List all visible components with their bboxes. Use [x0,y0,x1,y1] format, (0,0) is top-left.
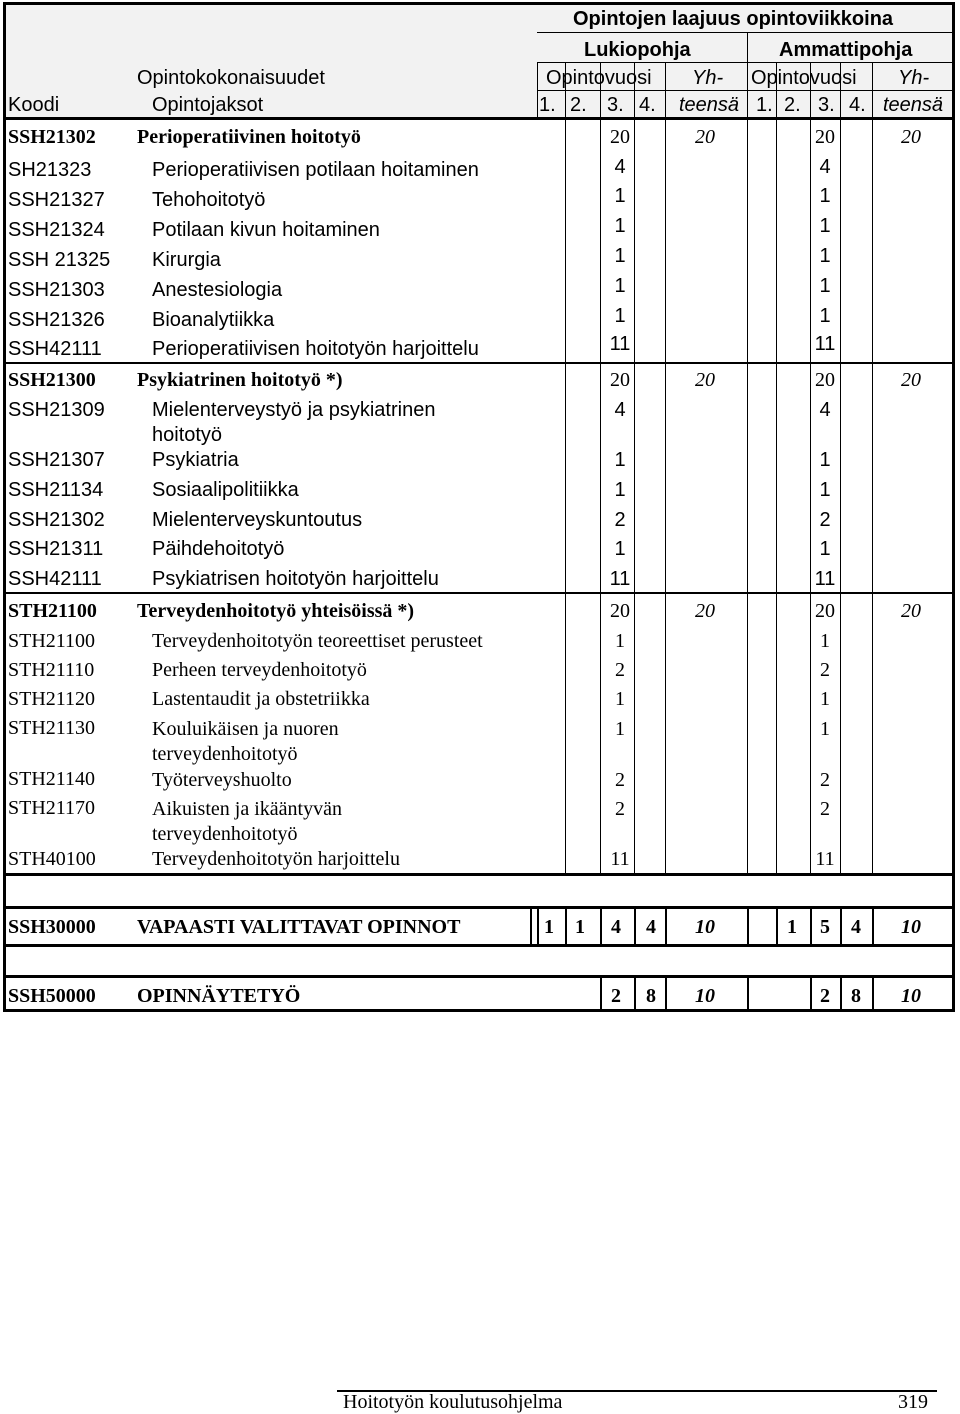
grid-line-vertical [665,977,667,1012]
course-name: Terveydenhoitotyön harjoittelu [152,848,400,870]
course-code: SSH21326 [8,309,105,331]
course-ammatti-year4: 1 [819,215,831,237]
course-ammatti-year4: 1 [820,718,830,740]
course-lukio-year4: 1 [614,245,626,267]
opinnaytetyo-code: SSH50000 [8,985,96,1007]
header-yht-lukio-bottom: teensä [679,94,740,116]
grid-line-horizontal [3,944,955,947]
course-name: Aikuisten ja ikääntyvän [152,798,342,820]
course-ammatti-year4: 4 [819,156,831,178]
course-code: SSH21307 [8,449,105,471]
course-name: Anestesiologia [152,279,283,301]
header-opintojaksot: Opintojaksot [152,94,264,116]
course-lukio-year4: 2 [615,659,625,681]
opinnaytetyo-ammatti-year3: 2 [820,985,830,1007]
section-ammatti-total: 20 [901,600,921,622]
grid-line-vertical [747,594,748,873]
course-ammatti-year4: 1 [819,538,831,560]
grid-line-vertical [810,977,812,1012]
header-yht-ammatti-bottom: teensä [883,94,944,116]
course-lukio-year4: 1 [614,305,626,327]
section-lukio-year4: 20 [610,369,630,391]
header-koodi: Koodi [8,94,60,116]
footer-title: Hoitotyön koulutusohjelma [343,1391,563,1413]
grid-line-vertical [665,908,667,946]
course-ammatti-year4: 1 [819,275,831,297]
grid-line-vertical [747,977,749,1012]
course-ammatti-year4: 4 [819,399,831,421]
grid-line-vertical [872,594,873,873]
course-code: STH21100 [8,630,96,652]
grid-line-vertical [665,594,666,873]
course-ammatti-year4: 1 [819,245,831,267]
header-lukiopohja: Lukiopohja [584,39,691,61]
course-code: SSH42111 [8,338,102,360]
course-code: SH21323 [8,159,92,181]
course-lukio-year4: 1 [614,449,626,471]
opinnaytetyo-lukio-total: 10 [695,985,715,1007]
course-lukio-year4: 2 [614,509,626,531]
course-code: SSH21309 [8,399,105,421]
grid-line-vertical [776,363,777,593]
course-ammatti-year4: 2 [819,509,831,531]
course-name: Perioperatiivisen potilaan hoitaminen [152,159,479,181]
header-opintokokonaisuudet: Opintokokonaisuudet [137,67,325,89]
course-lukio-year4: 11 [609,568,631,590]
course-ammatti-year4: 2 [820,659,830,681]
course-code: STH21140 [8,768,96,790]
course-name: Perheen terveydenhoitotyö [152,659,367,681]
opinnaytetyo-name: OPINNÄYTETYÖ [137,985,301,1007]
course-name: Tehohoitotyö [152,189,266,211]
course-code: SSH 21325 [8,249,111,271]
header-year-4-ammatti: 4. [849,94,866,116]
course-ammatti-year4: 2 [820,769,830,791]
course-ammatti-year4: 1 [820,630,830,652]
grid-line-vertical [530,908,532,946]
grid-line-vertical [634,908,636,946]
course-ammatti-year4: 11 [815,848,835,870]
course-code: SSH21302 [8,509,105,531]
grid-line-vertical [872,977,874,1012]
course-name: Psykiatrisen hoitotyön harjoittelu [152,568,439,590]
vapaasti-lukio-year4: 4 [646,916,656,938]
header-year-2-ammatti: 2. [784,94,801,116]
course-name-line2: terveydenhoitotyö [152,823,298,845]
header-opintovuosi-ammatti: Opintovuosi [751,67,857,89]
section-lukio-year4: 20 [610,600,630,622]
course-ammatti-year4: 11 [814,568,836,590]
header-year-1-ammatti: 1. [756,94,773,116]
header-yht-lukio-top: Yh- [692,67,724,89]
section-code: STH21100 [8,600,97,622]
course-ammatti-year4: 2 [820,798,830,820]
section-lukio-total: 20 [695,126,715,148]
course-code: STH21110 [8,659,95,681]
section-name: Psykiatrinen hoitotyö *) [137,369,343,391]
header-yht-ammatti-top: Yh- [898,67,930,89]
grid-line-vertical [872,62,873,119]
course-name: Kouluikäisen ja nuoren [152,718,339,740]
grid-line-horizontal [3,362,955,364]
section-ammatti-year4: 20 [815,126,835,148]
grid-line-horizontal [537,32,955,33]
opinnaytetyo-lukio-year4: 8 [646,985,656,1007]
course-code: STH40100 [8,848,96,870]
grid-line-horizontal [3,873,955,876]
course-lukio-year4: 1 [614,275,626,297]
vapaasti-lukio-year2: 1 [575,916,585,938]
opinnaytetyo-lukio-year3: 2 [611,985,621,1007]
course-name: Mielenterveyskuntoutus [152,509,363,531]
grid-line-horizontal [3,906,955,909]
grid-line-vertical [537,62,538,119]
vapaasti-ammatti-year2: 1 [787,916,797,938]
grid-line-vertical [810,908,812,946]
section-ammatti-total: 20 [901,126,921,148]
course-lukio-year4: 1 [615,630,625,652]
footer-page-number: 319 [898,1391,928,1413]
grid-line-vertical [776,120,777,362]
grid-line-vertical [840,977,842,1012]
course-lukio-year4: 1 [614,185,626,207]
course-name: Sosiaalipolitiikka [152,479,299,501]
course-ammatti-year4: 1 [819,185,831,207]
vapaasti-lukio-year1: 1 [544,916,554,938]
section-lukio-total: 20 [695,369,715,391]
section-ammatti-total: 20 [901,369,921,391]
grid-line-vertical [747,120,748,362]
course-name-line2: terveydenhoitotyö [152,743,298,765]
grid-line-vertical [665,363,666,593]
section-code: SSH21300 [8,369,96,391]
grid-line-horizontal [3,592,955,594]
course-name: Mielenterveystyö ja psykiatrinen [152,399,436,421]
grid-line-vertical [776,908,778,946]
course-lukio-year4: 4 [614,399,626,421]
header-year-3-lukio: 3. [607,94,624,116]
vapaasti-name: VAPAASTI VALITTAVAT OPINNOT [137,916,461,938]
course-code: STH21130 [8,717,96,739]
course-code: SSH42111 [8,568,102,590]
grid-line-vertical [600,977,602,1012]
course-ammatti-year4: 1 [819,449,831,471]
course-lukio-year4: 2 [615,798,625,820]
grid-line-vertical [665,120,666,362]
grid-line-horizontal [3,117,955,120]
section-lukio-year4: 20 [610,126,630,148]
grid-line-vertical [565,363,566,593]
header-ammattipohja: Ammattipohja [779,39,913,61]
course-lukio-year4: 1 [615,718,625,740]
header-year-3-ammatti: 3. [818,94,835,116]
section-code: SSH21302 [8,126,96,148]
course-code: SSH21324 [8,219,105,241]
vapaasti-lukio-year3: 4 [611,916,621,938]
grid-line-vertical [872,908,874,946]
course-name: Psykiatria [152,449,239,471]
vapaasti-ammatti-year3: 5 [820,916,830,938]
course-code: STH21120 [8,688,96,710]
opinnaytetyo-ammatti-year4: 8 [851,985,861,1007]
course-name: Perioperatiivisen hoitotyön harjoittelu [152,338,479,360]
grid-line-vertical [747,33,748,119]
course-lukio-year4: 11 [609,333,631,355]
grid-line-vertical [665,62,666,119]
grid-line-vertical [840,908,842,946]
header-title: Opintojen laajuus opintoviikkoina [573,8,894,30]
grid-line-vertical [872,120,873,362]
opinnaytetyo-ammatti-total: 10 [901,985,921,1007]
course-lukio-year4: 2 [615,769,625,791]
course-lukio-year4: 11 [610,848,630,870]
section-name: Perioperatiivinen hoitotyö [137,126,361,148]
course-name: Terveydenhoitotyön teoreettiset perusteet [152,630,483,652]
grid-line-vertical [747,908,749,946]
vapaasti-lukio-total: 10 [695,916,715,938]
course-name: Lastentaudit ja obstetriikka [152,688,370,710]
course-name: Kirurgia [152,249,221,271]
course-name: Päihdehoitotyö [152,538,285,560]
vapaasti-ammatti-total: 10 [901,916,921,938]
course-lukio-year4: 1 [615,688,625,710]
grid-line-vertical [565,120,566,362]
course-code: SSH21303 [8,279,105,301]
course-lukio-year4: 4 [614,156,626,178]
course-lukio-year4: 1 [614,538,626,560]
course-name: Bioanalytiikka [152,309,275,331]
section-lukio-total: 20 [695,600,715,622]
vapaasti-ammatti-year4: 4 [851,916,861,938]
course-ammatti-year4: 11 [814,333,836,355]
course-lukio-year4: 1 [614,479,626,501]
course-lukio-year4: 1 [614,215,626,237]
header-year-2-lukio: 2. [570,94,587,116]
section-ammatti-year4: 20 [815,369,835,391]
grid-line-vertical [747,363,748,593]
course-ammatti-year4: 1 [820,688,830,710]
section-ammatti-year4: 20 [815,600,835,622]
course-code: SSH21311 [8,538,104,560]
grid-line-vertical [565,908,567,946]
grid-line-vertical [565,594,566,873]
grid-line-horizontal [3,975,955,978]
vapaasti-code: SSH30000 [8,916,96,938]
course-code: STH21170 [8,797,96,819]
header-opintovuosi-lukio: Opintovuosi [546,67,652,89]
course-name: Työterveyshuolto [152,769,292,791]
grid-line-vertical [634,977,636,1012]
header-year-4-lukio: 4. [639,94,656,116]
course-code: SSH21134 [8,479,104,501]
grid-line-vertical [600,908,602,946]
course-ammatti-year4: 1 [819,479,831,501]
grid-line-vertical [872,363,873,593]
course-name-line2: hoitotyö [152,424,223,446]
section-name: Terveydenhoitotyö yhteisöissä *) [137,600,415,622]
course-name: Potilaan kivun hoitaminen [152,219,380,241]
header-year-1-lukio: 1. [539,94,556,116]
course-code: SSH21327 [8,189,105,211]
grid-line-vertical [776,594,777,873]
course-ammatti-year4: 1 [819,305,831,327]
